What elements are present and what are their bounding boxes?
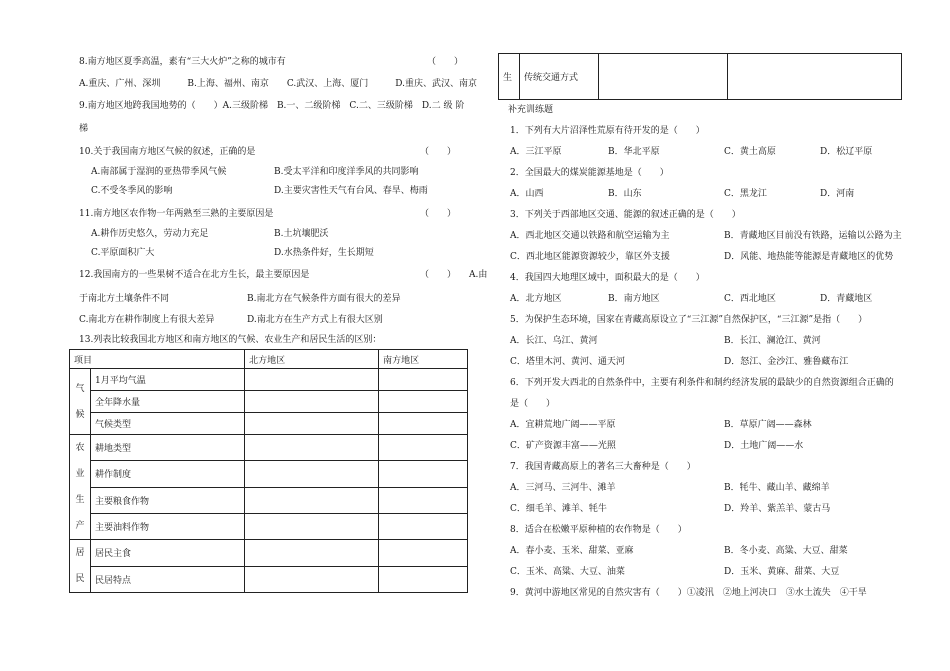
question-option[interactable]: B．南方地区 — [608, 294, 660, 304]
question-stem: 4．我国四大地理区域中，面积最大的是（ ） — [510, 273, 705, 283]
right-column — [480, 0, 950, 671]
row-label: 居民主食 — [91, 540, 245, 567]
question-option[interactable]: B．牦牛、藏山羊、藏绵羊 — [724, 483, 830, 493]
q10-option-b: B.受太平洋和印度洋季风的共同影响 — [274, 167, 419, 177]
group-label-residents: 居 民 — [70, 540, 91, 593]
question-stem: 9．黄河中游地区常见的自然灾害有（ ）①凌汛 ②地上河决口 ③水土流失 ④干旱 — [510, 588, 867, 598]
north-cell[interactable] — [245, 540, 379, 567]
north-cell[interactable] — [245, 461, 379, 487]
south-cell[interactable] — [379, 461, 468, 487]
q9-line1: 9.南方地区地跨我国地势的（ ）A.三级阶梯 B.一、二级阶梯 C.二、三级阶梯 D.二 级 阶 — [79, 101, 465, 111]
table-row — [70, 566, 468, 593]
question-stem: 6．下列开发大西北的自然条件中，主要有利条件和制约经济发展的最缺少的自然资源组合正确的 — [510, 378, 894, 388]
question-option[interactable]: A．西北地区交通以铁路和航空运输为主 — [510, 231, 670, 241]
question-stem-cont: 是（ ） — [510, 399, 556, 409]
question-option[interactable]: D．土地广阔——水 — [724, 441, 804, 451]
row-label: 耕作制度 — [91, 461, 245, 487]
south-cell[interactable] — [728, 54, 902, 100]
question-option[interactable]: C．塔里木河、黄河、通天河 — [510, 357, 625, 367]
table-row — [70, 487, 468, 513]
row-label: 气候类型 — [91, 413, 245, 435]
header-south: 南方地区 — [379, 350, 468, 369]
group-label-residents-cont: 生 — [499, 54, 520, 100]
question-option[interactable]: C．细毛羊、滩羊、牦牛 — [510, 504, 607, 514]
question-stem: 1．下列有大片沼泽性荒原有待开发的是（ ） — [510, 126, 705, 136]
q12-option-c: C.南北方在耕作制度上有很大差异 — [79, 315, 215, 325]
south-cell[interactable] — [379, 540, 468, 567]
question-option[interactable]: D．风能、地热能等能源是青藏地区的优势 — [724, 252, 894, 262]
q12-stem: 12.我国南方的一些果树不适合在北方生长，最主要原因是 — [79, 270, 310, 280]
north-cell[interactable] — [245, 487, 379, 513]
table-header-row — [70, 350, 468, 369]
south-cell[interactable] — [379, 391, 468, 413]
table-row — [70, 513, 468, 539]
table-row — [499, 54, 902, 100]
question-option[interactable]: D．青藏地区 — [820, 294, 873, 304]
question-option[interactable]: B．长江、澜沧江、黄河 — [724, 336, 821, 346]
south-cell[interactable] — [379, 435, 468, 461]
question-option[interactable]: D．松辽平原 — [820, 147, 873, 157]
table-row — [70, 413, 468, 435]
q10-bracket: （ ） — [420, 147, 457, 157]
north-cell[interactable] — [245, 435, 379, 461]
q11-option-a: A.耕作历史悠久，劳动力充足 — [91, 229, 209, 239]
table-row — [70, 435, 468, 461]
q11-option-c: C.平原面积广大 — [91, 248, 155, 258]
q11-bracket: （ ） — [420, 209, 457, 219]
q12-bracket: （ ） — [420, 270, 457, 280]
question-option[interactable]: C．矿产资源丰富——光照 — [510, 441, 616, 451]
question-option[interactable]: C．西北地区 — [724, 294, 776, 304]
q10-option-a: A.南部属于湿润的亚热带季风气候 — [91, 167, 227, 177]
question-option[interactable]: B．山东 — [608, 189, 642, 199]
table-row — [70, 369, 468, 391]
question-stem: 8．适合在松嫩平原种植的农作物是（ ） — [510, 525, 687, 535]
comparison-table — [69, 349, 468, 593]
q9-line2: 梯 — [79, 124, 89, 134]
q10-option-c: C.不受冬季风的影响 — [91, 186, 173, 196]
comparison-table-continued — [498, 53, 902, 100]
north-cell[interactable] — [245, 413, 379, 435]
question-option[interactable]: D．河南 — [820, 189, 855, 199]
table-row — [70, 391, 468, 413]
question-stem: 7．我国青藏高原上的著名三大畜种是（ ） — [510, 462, 696, 472]
table-row — [70, 540, 468, 567]
table-row — [70, 461, 468, 487]
q12-option-d: D.南北方在生产方式上有很大区别 — [247, 315, 383, 325]
question-option[interactable]: A．长江、乌江、黄河 — [510, 336, 598, 346]
question-option[interactable]: C．黄土高原 — [724, 147, 776, 157]
question-stem: 5．为保护生态环境，国家在青藏高原设立了“三江源”自然保护区，“三江源”是指（ ） — [510, 315, 868, 325]
row-label: 传统交通方式 — [520, 54, 599, 100]
question-option[interactable]: B．华北平原 — [608, 147, 660, 157]
question-stem: 3．下列关于西部地区交通、能源的叙述正确的是（ ） — [510, 210, 741, 220]
header-item: 项目 — [70, 350, 245, 369]
q10-stem: 10.关于我国南方地区气候的叙述，正确的是 — [79, 147, 256, 157]
row-label: 1月平均气温 — [91, 369, 245, 391]
header-north: 北方地区 — [245, 350, 379, 369]
q12-option-a-rest: 于南北方土壤条件不同 — [79, 294, 170, 304]
south-cell[interactable] — [379, 566, 468, 593]
question-option[interactable]: B．青藏地区目前没有铁路，运输以公路为主 — [724, 231, 902, 241]
north-cell[interactable] — [245, 391, 379, 413]
question-option[interactable]: D．玉米、黄麻、甜菜、大豆 — [724, 567, 840, 577]
section-title: 补充训练题 — [508, 105, 554, 115]
q11-option-b: B.土坑壤肥沃 — [274, 229, 329, 239]
group-label-agriculture: 农 业 生 产 — [70, 435, 91, 540]
q10-option-d: D.主要灾害性天气有台风、春旱、梅雨 — [274, 186, 428, 196]
south-cell[interactable] — [379, 369, 468, 391]
question-option[interactable]: C．玉米、高粱、大豆、油菜 — [510, 567, 625, 577]
north-cell[interactable] — [245, 566, 379, 593]
q11-stem: 11.南方地区农作物一年两熟至三熟的主要原因是 — [79, 209, 274, 219]
q12-option-b: B.南北方在气候条件方面有很大的差异 — [247, 294, 401, 304]
q12-option-a-start: A.由 — [469, 270, 488, 280]
question-option[interactable]: A．宜耕荒地广阔——平原 — [510, 420, 616, 430]
question-option[interactable]: A．三河马、三河牛、滩羊 — [510, 483, 616, 493]
question-stem: 2．全国最大的煤炭能源基地是（ ） — [510, 168, 669, 178]
q8-bracket: （ ） — [427, 57, 464, 67]
question-option[interactable]: B．草原广阔——森林 — [724, 420, 812, 430]
question-option[interactable]: A．北方地区 — [510, 294, 562, 304]
south-cell[interactable] — [379, 413, 468, 435]
q11-option-d: D.水热条件好，生长期短 — [274, 248, 374, 258]
row-label: 耕地类型 — [91, 435, 245, 461]
south-cell[interactable] — [379, 487, 468, 513]
question-option[interactable]: A．山西 — [510, 189, 544, 199]
question-option[interactable]: A．春小麦、玉米、甜菜、亚麻 — [510, 546, 634, 556]
question-option[interactable]: D．羚羊、紫羔羊、蒙古马 — [724, 504, 831, 514]
question-option[interactable]: C．黑龙江 — [724, 189, 767, 199]
q8-options: A.重庆、广州、深圳 B.上海、福州、南京 C.武汉、上海、厦门 D.重庆、武汉、南京 — [79, 79, 478, 89]
south-cell[interactable] — [379, 513, 468, 539]
row-label: 主要油料作物 — [91, 513, 245, 539]
row-label: 全年降水量 — [91, 391, 245, 413]
question-option[interactable]: D．怒江、金沙江、雅鲁藏布江 — [724, 357, 849, 367]
row-label: 民居特点 — [91, 566, 245, 593]
question-option[interactable]: B．冬小麦、高粱、大豆、甜菜 — [724, 546, 848, 556]
row-label: 主要粮食作物 — [91, 487, 245, 513]
q8-stem: 8.南方地区夏季高温，素有“三大火炉”之称的城市有 — [79, 57, 286, 67]
question-option[interactable]: C．西北地区能源资源较少，靠区外支援 — [510, 252, 670, 262]
group-label-climate: 气 候 — [70, 369, 91, 435]
q13-stem: 13.列表比较我国北方地区和南方地区的气候、农业生产和居民生活的区别： — [79, 335, 382, 345]
question-option[interactable]: A．三江平原 — [510, 147, 562, 157]
north-cell[interactable] — [599, 54, 728, 100]
north-cell[interactable] — [245, 369, 379, 391]
north-cell[interactable] — [245, 513, 379, 539]
